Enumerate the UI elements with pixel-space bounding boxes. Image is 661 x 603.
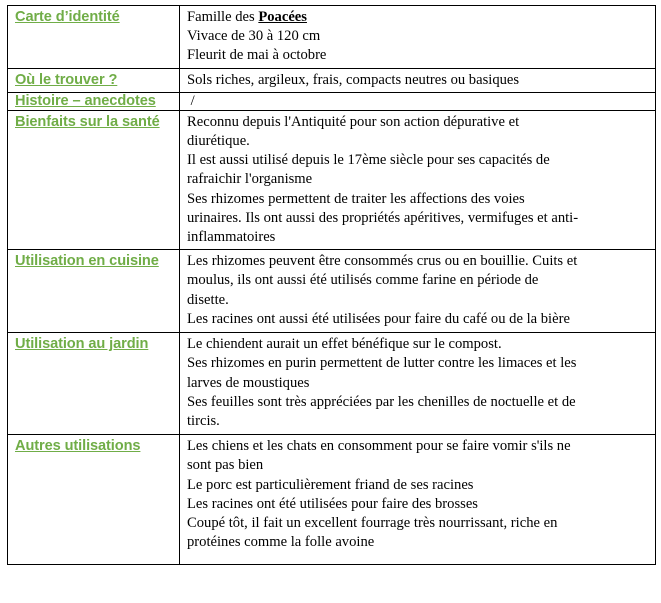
row-label-sante: Bienfaits sur la santé — [8, 110, 180, 249]
content-line: rafraichir l'organisme — [187, 171, 313, 188]
content-line: urinaires. Ils ont aussi des propriétés apéritives, vermifuges et anti- — [187, 209, 579, 226]
content-line: disette. — [187, 291, 229, 308]
content-line: Ses feuilles sont très appréciées par les chenilles de noctuelle et de — [187, 393, 576, 410]
row-content-sante — [180, 110, 656, 249]
content-line: Fleurit de mai à octobre — [187, 47, 327, 64]
content-line: / — [187, 92, 195, 109]
row-carte-identite — [8, 6, 656, 69]
row-content-cuisine — [180, 250, 656, 333]
content-line: Les chiens et les chats en consomment pour se faire vomir s'ils ne — [187, 438, 571, 455]
content-line: tircis. — [187, 413, 220, 430]
content-line: protéines comme la folle avoine — [187, 534, 375, 551]
content-line: Reconnu depuis l'Antiquité pour son action dépurative et — [187, 113, 520, 130]
content-line: Coupé tôt, il fait un excellent fourrage très nourrissant, riche en — [187, 515, 558, 532]
content-line: Les racines ont été utilisées pour faire des brosses — [187, 495, 478, 512]
row-content-histoire — [180, 92, 656, 110]
row-histoire — [8, 92, 656, 110]
row-label-cuisine: Utilisation en cuisine — [8, 250, 180, 333]
content-line: Il est aussi utilisé depuis le 17ème siècle pour ses capacités de — [187, 152, 550, 169]
content-line: Les racines ont aussi été utilisées pour faire du café ou de la bière — [187, 310, 570, 327]
row-label-identite: Carte d’identité — [8, 6, 180, 69]
plant-info-table — [7, 5, 656, 565]
row-label-ou-trouver: Où le trouver ? — [8, 68, 180, 92]
row-label-autres: Autres utilisations — [8, 435, 180, 565]
content-line — [187, 8, 649, 27]
row-bienfaits-sante — [8, 110, 656, 249]
content-line: Les rhizomes peuvent être consommés crus ou en bouillie. Cuits et — [187, 253, 578, 270]
row-content-jardin — [180, 333, 656, 435]
content-line: diurétique. — [187, 133, 250, 150]
row-content-autres — [180, 435, 656, 565]
content-line: sont pas bien — [187, 457, 264, 474]
content-line: larves de moustiques — [187, 374, 310, 391]
row-label-histoire: Histoire – anecdotes — [8, 92, 180, 110]
row-ou-trouver — [8, 68, 656, 92]
row-autres-utilisations — [8, 435, 656, 565]
row-content-ou-trouver — [180, 68, 656, 92]
content-line: Ses rhizomes en purin permettent de lutter contre les limaces et les — [187, 355, 577, 372]
content-line: Vivace de 30 à 120 cm — [187, 28, 321, 45]
family-prefix: Famille des — [187, 9, 259, 25]
family-name: Poacées — [258, 9, 307, 25]
content-line: Le porc est particulièrement friand de ses racines — [187, 476, 474, 493]
content-line: Le chiendent aurait un effet bénéfique sur le compost. — [187, 336, 502, 353]
content-line: Ses rhizomes permettent de traiter les affections des voies — [187, 190, 525, 207]
row-utilisation-jardin — [8, 333, 656, 435]
row-utilisation-cuisine — [8, 250, 656, 333]
row-label-jardin: Utilisation au jardin — [8, 333, 180, 435]
row-content-identite — [180, 6, 656, 69]
content-line: inflammatoires — [187, 229, 276, 246]
content-line: Sols riches, argileux, frais, compacts neutres ou basiques — [187, 71, 520, 88]
content-line: moulus, ils ont aussi été utilisés comme farine en période de — [187, 272, 539, 289]
